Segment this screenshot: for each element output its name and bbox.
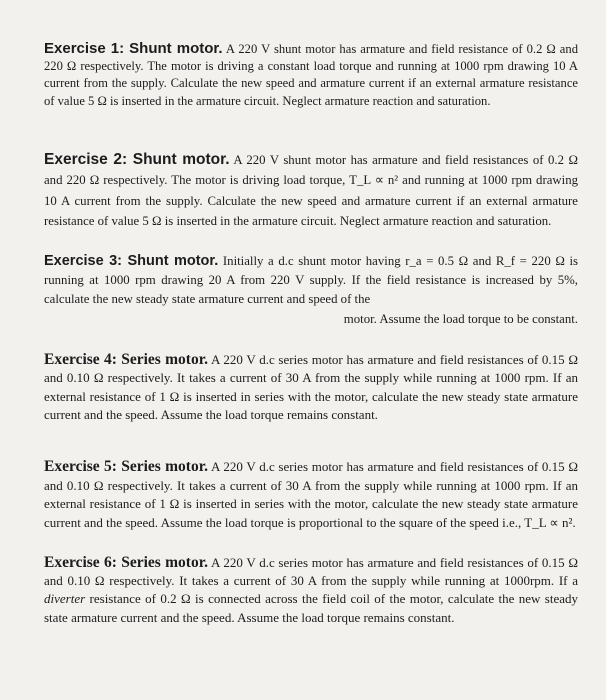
exercise-1 [44,40,578,110]
exercise-6-body-end: resistance of 0.2 Ω is connected across the field coil of the motor, calculate the new steady state armature current and the speed. Assume the load torque remains constant. [44,591,578,625]
exercise-1-title: Exercise 1: Shunt motor. [44,40,223,57]
exercise-3-title: Exercise 3: Shunt motor. [44,253,219,269]
exercise-3-tail: motor. Assume the load torque to be constant. [343,311,578,326]
exercise-6-diverter-term: diverter [44,591,86,607]
exercise-4-body: A 220 V d.c series motor has armature and field resistances of 0.15 Ω and 0.10 Ω respectively. It takes a current of 30 A from the supply while running at 1000 rpm. If an external resistance of 1 Ω is inserted in series with the motor, calculate the new steady state armature current and the speed. Assume the load torque remains constant. [44,352,578,423]
exercise-5 [44,458,578,532]
exercise-5-title: Exercise 5: Series motor. [44,458,209,475]
exercise-6 [44,554,578,627]
exercise-6-title: Exercise 6: Series motor. [44,554,209,571]
exercise-3-body: Initially a d.c shunt motor having r_a = 0.5 Ω and R_f = 220 Ω is running at 1000 rpm drawing 20 A from 220 V supply. If the field resistance is increased by 5%, calculate the new steady state armature current and speed of the [44,254,579,307]
exercise-2-title: Exercise 2: Shunt motor. [44,151,230,168]
exercise-3 [44,252,578,329]
exercise-6-body-start: A 220 V d.c series motor has armature and field resistances of 0.15 Ω and 0.10 Ω respectively. It takes a current of 30 A from the supply while running at 1000rpm. If a [44,555,578,589]
exercise-2-body: A 220 V shunt motor has armature and field resistances of 0.2 Ω and 220 Ω respectively. The motor is driving load torque, T_L ∝ n² and running at 1000 rpm drawing 10 A current from the supply. Calculate the new speed and armature current if an external armature resistance of value 5 Ω is inserted in the armature circuit. Neglect armature reaction and saturation. [44,153,578,228]
exercise-1-body: A 220 V shunt motor has armature and field resistance of 0.2 Ω and 220 Ω respectively. The motor is driving a constant load torque and running at 1000 rpm drawing 10 A current from the supply. Calculate the new speed and armature current if an external armature resistance of value 5 Ω is inserted in the armature circuit. Neglect armature reaction and saturation. [44,42,578,108]
exercise-4-title: Exercise 4: Series motor. [44,351,209,368]
exercise-2 [44,150,578,231]
exercise-4 [44,351,578,425]
exercise-5-body: A 220 V d.c series motor has armature and field resistances of 0.15 Ω and 0.10 Ω respectively. It takes a current of 30 A from the supply while running at 1000 rpm. If an external resistance of 1 Ω is inserted in series with the motor, calculate the new steady state armature current and the speed. Assume the load torque is proportional to the square of the speed i.e., T_L ∝ n². [44,459,578,530]
